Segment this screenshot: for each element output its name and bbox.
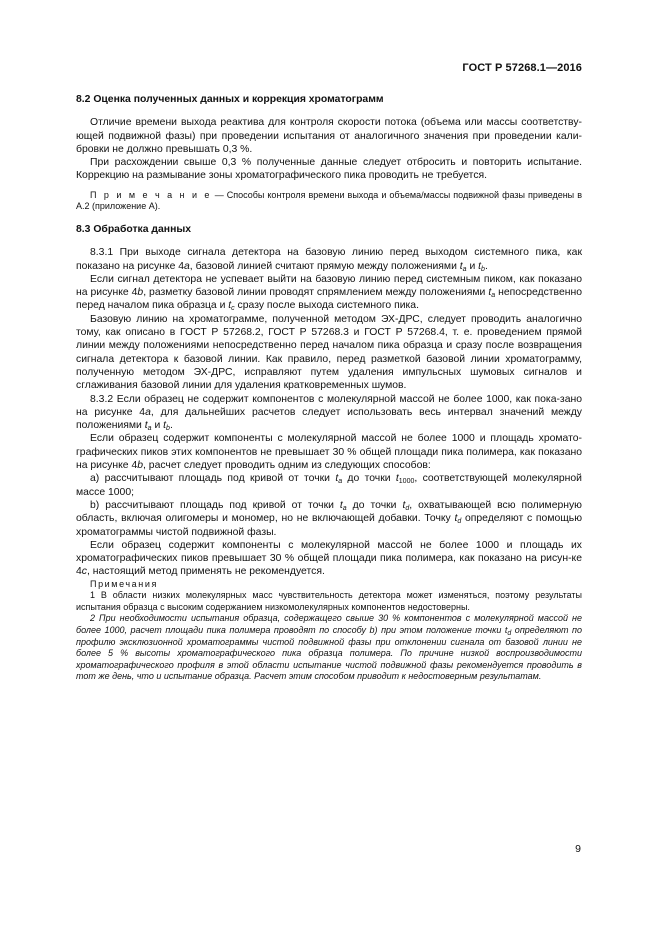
text-run: 8.3.2 Если образец не содержит компонентов с молекулярной массой не более 1000, как пока-зано на рисунке 4	[76, 393, 582, 418]
text-run: , базовой линией считают прямую между положениями	[189, 260, 460, 272]
subscript: a	[491, 292, 496, 300]
section-8-2-title: 8.2 Оценка полученных данных и коррекция хроматограмм	[76, 94, 384, 105]
subscript: a	[462, 265, 467, 273]
subscript: d	[457, 518, 462, 526]
symbol-t: t	[144, 420, 148, 432]
text-run: .	[484, 260, 488, 272]
figure-ref: a	[145, 406, 151, 418]
text-run: Если сигнал детектора не успевает выйти на базовую линию перед системным пиком, как показано на рисунке 4	[76, 273, 582, 299]
symbol-t: t	[339, 499, 343, 511]
page-content	[76, 93, 582, 683]
subscript: a	[342, 504, 347, 512]
section-8-2-paragraph-1: Отличие времени выхода реактива для контроля скорости потока (объема или массы соответству-ющей подвижной фазы) при проведении испытания от аналогичного значения при проведении кали-бровки не должно превышать 0,3 %.	[76, 117, 582, 155]
clause-8-3-2-paragraph-3	[76, 539, 582, 579]
text-run: определяют с помощью хроматограммы чистой подвижной фазы.	[76, 513, 582, 538]
clause-8-3-2-paragraph-2	[76, 432, 582, 472]
standard-header: ГОСТ Р 57268.1—2016	[462, 62, 582, 74]
text-run: , расчет следует проводить одним из следующих способов:	[143, 460, 431, 472]
text-run: , охватывающей всю полимерную область, включая олигомеры и мономер, но не включающей добавки. Точку	[76, 499, 582, 525]
text-run: , соответствующей молекулярной массе 1000;	[76, 473, 582, 498]
subscript: b	[166, 425, 170, 433]
symbol-t: t	[163, 420, 167, 432]
text-run: сразу после выхода системного пика.	[234, 300, 419, 312]
subscript: b	[481, 265, 485, 273]
text-run: непосредственно перед началом пика образца и	[76, 287, 582, 312]
list-item-a	[76, 472, 582, 499]
text-run: Если образец содержит компоненты с молекулярной массой не более 1000 и площадь их хроматографических пиков превышает 30 % общей площади пика полимера, как показано на рисун-ке 4	[76, 539, 582, 578]
clause-8-3-1	[76, 246, 582, 273]
section-8-2-paragraph-2: При расхождении свыше 0,3 % полученные данные следует отбросить и повторить испытание. Коррекцию на размывание зоны хроматографического пика проводить не требуется.	[76, 157, 582, 182]
text-run: до точки	[342, 473, 396, 485]
symbol-t: t	[459, 260, 463, 272]
text-run: 8.3.1 При выходе сигнала детектора на базовую линию перед выходом системного пика, как показано на рисунке 4	[76, 247, 582, 272]
text-run: , разметку базовой линии проводят спрямлением между положениями	[143, 287, 489, 299]
subscript: d	[507, 630, 512, 638]
symbol-t: t	[454, 513, 458, 525]
text-run: Если образец содержит компоненты с молекулярной массой не более 1000 и площадь хромато-графических пиков этих компонентов не превышает 30 % общей площади пика полимера, как показано на рисунке 4	[76, 433, 582, 472]
clause-8-3-2	[76, 393, 582, 433]
symbol-t: t	[335, 473, 339, 485]
figure-ref: c	[81, 566, 87, 578]
section-8-3-title: 8.3 Обработка данных	[76, 223, 191, 235]
symbol-t: t	[402, 499, 406, 511]
text-run: , настоящий метод применять не рекомендуется.	[86, 566, 325, 578]
section-8-2-note	[76, 190, 582, 213]
subscript: 1000	[398, 478, 415, 486]
text-run: , для дальнейших расчетов следует использовать весь интервал значений между положениями	[76, 406, 582, 432]
list-item-b	[76, 499, 582, 539]
symbol-t: t	[395, 473, 399, 485]
symbol-t: t	[228, 300, 232, 312]
notes-title: Примечания	[90, 578, 158, 589]
subscript: c	[231, 305, 235, 313]
text-run: и	[466, 260, 479, 272]
clause-8-3-1-paragraph-3: Базовую линию на хроматограмме, полученной методом ЭХ-ДРС, следует проводить аналогично тому, как описано в ГОСТ Р 57268.2, ГОСТ Р 57268.3 и ГОСТ Р 57268.4, т. е. проведением прямой линии между положениями непосредственно перед началом пика образца и сразу после возвращения сигнала детектора к базовой линии. Как правило, перед разметкой базовой линии хроматограмму, полученную методом ЭХ-ДРС, исправляют путем удаления импульсных шумовых сигналов и сглаживания базовой линии для удаления кратковременных шумов.	[76, 313, 582, 392]
text-run: определяют по профилю эксклюзионной хроматограммы чистой подвижной фазы при отклонении сигнала от базовой линии не более 5 % высоты хроматографического пика образца полимера. По причине низкой воспроизводимости хроматографического профиля в этой области испытание чистой подвижной фазы рекомендуется проводить в тот же день, что и испытание образца. Расчет этим способом приводит к недостоверным результатам.	[76, 625, 582, 682]
text-run: .	[169, 420, 173, 432]
note-1: 1 В области низких молекулярных масс чувствительность детектора может изменяться, поэтому результаты испытания образца с высоким содержанием низкомолекулярных компонентов недостоверны.	[76, 590, 582, 612]
subscript: d	[405, 504, 410, 512]
note-label: П р и м е ч а н и е	[90, 189, 212, 200]
note-2	[76, 613, 582, 683]
text-run: b) рассчитывают площадь под кривой от точки	[90, 499, 340, 511]
note-text: — Способы контроля времени выхода и объема/массы подвижной фазы приведены в А.2 (приложение А).	[76, 189, 582, 212]
subscript: a	[338, 478, 343, 486]
subscript: a	[147, 425, 152, 433]
symbol-t: t	[478, 260, 482, 272]
symbol-t: t	[488, 287, 492, 299]
text-run: и	[151, 420, 164, 432]
figure-ref: а	[184, 260, 190, 272]
figure-ref: b	[137, 287, 144, 299]
page-number: 9	[575, 843, 581, 855]
text-run: a) рассчитывают площадь под кривой от точки	[90, 473, 336, 485]
clause-8-3-1-paragraph-2	[76, 273, 582, 313]
symbol-t: t	[504, 625, 508, 636]
text-run: до точки	[346, 499, 403, 511]
figure-ref: b	[137, 460, 144, 472]
text-run: 2 При необходимости испытания образца, содержащего свыше 30 % компонентов с молекулярной массой не более 1000, расчет площади пика полимера проводят по способу b) при этом положение точки	[76, 613, 582, 636]
